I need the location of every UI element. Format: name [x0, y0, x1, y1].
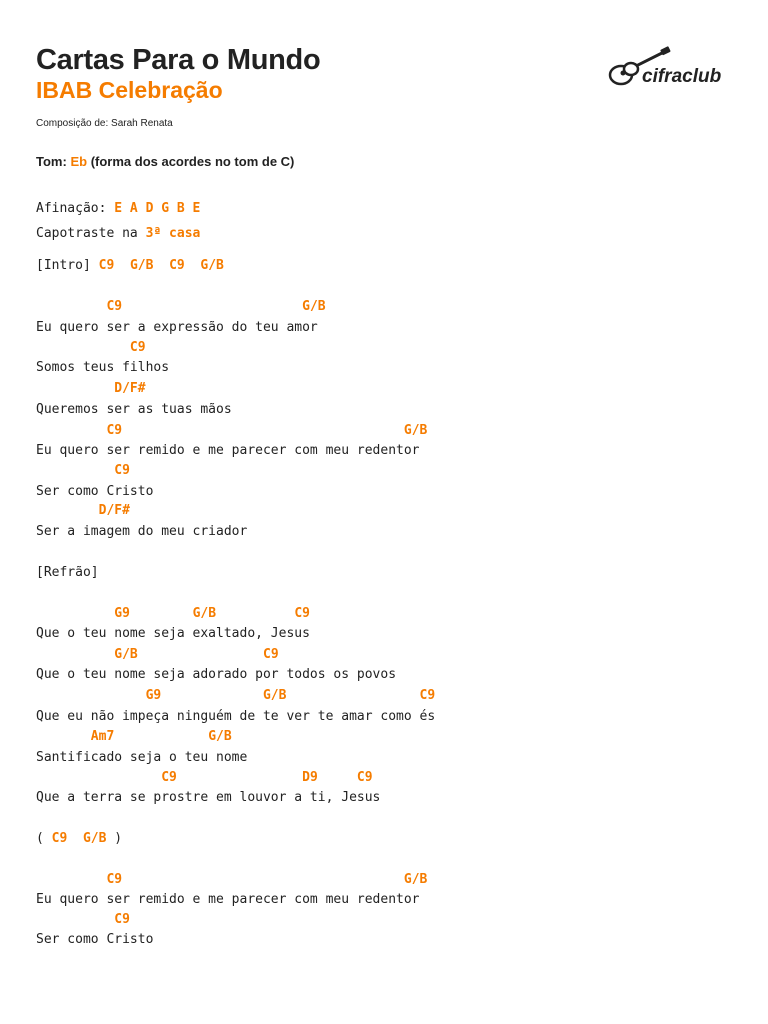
lyric-line: Que a terra se prostre em louvor a ti, Jesus	[36, 790, 381, 805]
lyric-line: Eu quero ser a expressão do teu amor	[36, 320, 318, 335]
chord-line	[36, 871, 427, 889]
intro-line	[36, 257, 224, 275]
chord[interactable]: G/B	[129, 258, 154, 273]
lyric-line: Somos teus filhos	[36, 360, 170, 375]
lyric-line: Eu quero ser remido e me parecer com meu redentor	[36, 892, 420, 907]
lyric-line: Ser como Cristo	[36, 932, 154, 947]
artist-name: IBAB Celebração	[36, 77, 223, 103]
logo-text: cifraclub	[642, 66, 722, 87]
lyric-line: Que o teu nome seja exaltado, Jesus	[36, 626, 310, 641]
chord[interactable]: G/B	[262, 688, 287, 703]
chord-line	[36, 605, 310, 623]
chord[interactable]: C9	[129, 340, 146, 355]
chord[interactable]: D9	[302, 770, 318, 785]
lyric-line: Ser como Cristo	[36, 484, 154, 499]
lyric-line: Santificado seja o teu nome	[36, 750, 248, 765]
chord[interactable]: G9	[145, 688, 162, 703]
chord-line	[36, 769, 373, 787]
chord[interactable]: C9	[106, 299, 123, 314]
chord[interactable]: C9	[169, 258, 185, 273]
capo-line	[36, 225, 200, 243]
chord[interactable]: G/B	[114, 647, 138, 662]
paren-close: )	[114, 831, 123, 846]
tom-line	[36, 154, 294, 169]
intro-label: [Intro]	[36, 258, 91, 273]
afinacao-label: Afinação:	[36, 201, 107, 216]
chord[interactable]: G/B	[302, 299, 326, 314]
afinacao-value: E A D G B E	[114, 201, 201, 216]
chord[interactable]: C9	[98, 258, 115, 273]
chord-line	[36, 298, 326, 316]
lyric-line: Que eu não impeça ninguém de te ver te amar como és	[36, 709, 436, 724]
lyric-line: Queremos ser as tuas mãos	[36, 402, 232, 417]
chord[interactable]: C9	[419, 688, 436, 703]
capo-value: 3ª casa	[145, 226, 201, 241]
chord[interactable]: G/B	[403, 872, 428, 887]
chord-line	[36, 502, 130, 520]
chord-line	[36, 339, 146, 357]
chord[interactable]: G9	[114, 606, 130, 621]
chord-line	[36, 728, 232, 746]
paren-open: (	[36, 831, 44, 846]
chord[interactable]: C9	[294, 606, 310, 621]
chord-line	[36, 646, 279, 664]
cifraclub-logo	[606, 46, 722, 92]
chord-line	[36, 380, 146, 398]
tom-key[interactable]: Eb	[70, 154, 88, 169]
chord-line	[36, 911, 130, 929]
lyric-line: Ser a imagem do meu criador	[36, 524, 248, 539]
chord[interactable]: C9	[161, 770, 177, 785]
chord[interactable]: Am7	[90, 729, 115, 744]
afinacao-line	[36, 200, 200, 218]
section-label: [Refrão]	[36, 565, 99, 580]
chord[interactable]: C9	[263, 647, 279, 662]
composer-credit: Composição de: Sarah Renata	[36, 118, 173, 129]
chord[interactable]: G/B	[82, 831, 107, 846]
tom-note: (forma dos acordes no tom de C)	[90, 154, 295, 169]
capo-label: Capotraste na	[36, 226, 138, 241]
chord[interactable]: G/B	[200, 258, 224, 273]
chord-line	[36, 687, 435, 705]
chord[interactable]: C9	[114, 463, 130, 478]
tom-label: Tom:	[36, 154, 67, 169]
chord[interactable]: G/B	[208, 729, 232, 744]
chord[interactable]: C9	[356, 770, 373, 785]
song-title: Cartas Para o Mundo	[36, 44, 321, 76]
chord-line	[36, 422, 427, 440]
chord[interactable]: D/F#	[114, 381, 146, 396]
chord[interactable]: D/F#	[98, 503, 130, 518]
chord[interactable]: G/B	[403, 423, 428, 438]
chord[interactable]: C9	[106, 872, 123, 887]
interlude-line	[36, 830, 122, 848]
chord-line	[36, 462, 130, 480]
chord[interactable]: C9	[106, 423, 123, 438]
chord[interactable]: C9	[114, 912, 130, 927]
lyric-line: Eu quero ser remido e me parecer com meu redentor	[36, 443, 420, 458]
lyric-line: Que o teu nome seja adorado por todos os povos	[36, 667, 397, 682]
chord[interactable]: C9	[51, 831, 68, 846]
chord[interactable]: G/B	[192, 606, 217, 621]
